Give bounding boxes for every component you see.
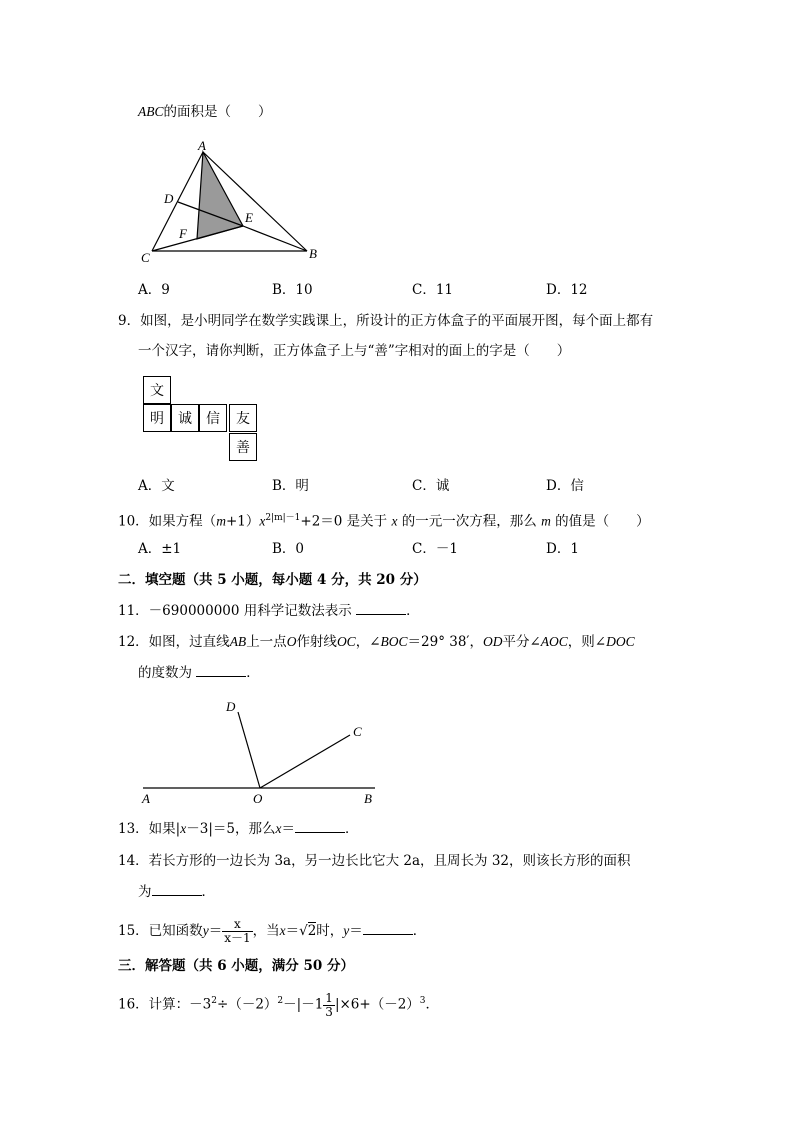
q15-denominator: x－1 [224, 931, 251, 945]
q15-p4: 时， [316, 923, 344, 939]
q12-p4: ，∠ [355, 634, 381, 650]
q11-blank [356, 602, 406, 615]
q12-stem-line2 [138, 664, 260, 682]
q12-p5: ＝29° 38′， [407, 634, 483, 650]
q13-end: ． [344, 821, 359, 837]
label-c: C [141, 250, 150, 265]
q16-denominator: 3 [325, 1004, 333, 1019]
ray-oc [260, 735, 350, 788]
q13-p2: －3|＝5，那么 [186, 821, 276, 837]
q8-stem-tail [138, 103, 272, 121]
q16-sup2: 2 [277, 996, 284, 1006]
q10-var-x2: x [391, 513, 398, 529]
q9-stem-line1: 9．如图，是小明同学在数学实践课上，所设计的正方体盒子的平面展开图，每个面上都有 [118, 313, 654, 329]
q16-p2: ÷（－2） [217, 996, 278, 1013]
cube-cell-shan: 善 [229, 433, 257, 461]
q12-blank [196, 664, 246, 677]
q13-stem [118, 820, 358, 838]
q13-var-x2: x [275, 821, 282, 836]
q12-var-o: O [286, 634, 297, 649]
q8-option-a: A．9 [138, 282, 170, 298]
cube-cell-xin: 信 [199, 404, 227, 432]
q15-blank [363, 922, 413, 935]
q14-line2: 为 [138, 884, 152, 900]
q10-option-d: D．1 [546, 541, 579, 557]
segment-eb [243, 226, 307, 251]
q10-option-b: B．0 [272, 541, 305, 557]
q8-stem-tail-text: 的面积是（ ） [163, 104, 272, 120]
q15-numerator: x [222, 918, 252, 932]
ray-od [238, 712, 260, 788]
q12-angle-figure [135, 695, 385, 810]
label-o: O [253, 791, 263, 806]
q16-p4: |×6+（－2） [334, 996, 420, 1013]
q16-sup1: 2 [211, 996, 218, 1006]
q14-stem-line1: 14．若长方形的一边长为 3a，另一边长比它大 2a，且周长为 32，则该长方形的面积 [118, 853, 631, 869]
cube-cell-ming: 明 [143, 404, 171, 432]
q8-option-b: B．10 [272, 282, 313, 298]
q10-var-m2: m [541, 513, 551, 529]
q12-p2: 上一点 [246, 634, 287, 650]
q15-var-x: x [279, 923, 286, 938]
q14-blank [152, 883, 202, 896]
q8-triangle-figure [135, 135, 335, 265]
q16-sup3: 3 [419, 996, 426, 1006]
q15-p1: 15．已知函数 [118, 923, 203, 939]
q10-mid: +2＝0 是关于 [300, 513, 388, 530]
q14-end: ． [201, 884, 215, 900]
q12-stem-line1 [118, 633, 635, 651]
q16-fraction [323, 992, 335, 1019]
q15-end: ． [412, 923, 427, 939]
label-b: B [364, 791, 372, 806]
label-c: C [353, 724, 362, 739]
q10-option-c: C．－1 [412, 541, 458, 557]
q12-var-aoc: AOC [540, 634, 568, 649]
q12-p7: ，则∠ [567, 634, 607, 650]
q8-option-c: C．11 [412, 282, 454, 298]
q10-mid2: 的一元一次方程，那么 [401, 513, 537, 530]
q10-var-x: x [259, 513, 266, 529]
q10-var-m: m [216, 513, 226, 529]
q12-line2: 的度数为 [138, 665, 192, 681]
q12-var-oc: OC [336, 634, 356, 649]
q11-stem [118, 602, 420, 620]
q15-p3: ＝ [285, 923, 300, 939]
q10-exponent: 2|m|－1 [265, 513, 301, 523]
label-a: A [198, 138, 206, 153]
cube-cell-you: 友 [229, 404, 257, 432]
q10-suffix: 的值是（ ） [555, 513, 650, 530]
q9-stem-line2: 一个汉字，请你判断，正方体盒子上与“善”字相对的面上的字是（ ） [138, 343, 571, 359]
q12-p6: 平分∠ [502, 634, 541, 650]
q13-p1: 13．如果| [118, 821, 181, 837]
q14-stem-line2 [138, 883, 215, 901]
q15-var-y: y [202, 923, 209, 938]
q9-option-b: B．明 [272, 478, 309, 494]
label-d: D [164, 191, 174, 206]
cube-cell-cheng: 诚 [171, 404, 199, 432]
label-b: B [309, 246, 317, 261]
section2-heading: 二．填空题（共 5 小题，每小题 4 分，共 20 分） [118, 572, 427, 588]
q8-var-abc: ABC [138, 104, 164, 119]
q12-var-doc: DOC [606, 634, 635, 649]
q12-var-od: OD [482, 634, 503, 649]
label-a: A [142, 791, 150, 806]
side-ac [152, 152, 203, 251]
q15-var-y2: y [343, 923, 350, 938]
shaded-triangle [197, 152, 243, 239]
q15-p2: ，当 [252, 923, 280, 939]
label-e: E [245, 210, 253, 225]
q15-sqrt-arg: 2 [307, 923, 317, 939]
q15-p5: ＝ [349, 923, 363, 939]
q13-p3: ＝ [281, 821, 295, 837]
q10-stem [118, 509, 650, 531]
q16-numerator: 1 [325, 990, 333, 1005]
label-d: D [226, 699, 236, 714]
q15-eq: ＝ [208, 923, 223, 939]
cube-cell-wen: 文 [143, 376, 171, 404]
q11-end: ． [406, 603, 420, 619]
sqrt-icon: √ [299, 923, 308, 939]
q15-stem [118, 916, 426, 946]
q16-p3: －|－1 [283, 996, 324, 1013]
q12-p1: 12．如图，过直线 [118, 634, 230, 650]
q16-stem [118, 986, 439, 1020]
q16-end: ． [425, 996, 440, 1013]
q15-fraction [222, 918, 252, 945]
section3-heading: 三．解答题（共 6 小题，满分 50 分） [118, 958, 354, 974]
q12-end: ． [246, 665, 260, 681]
q12-var-boc: BOC [380, 634, 408, 649]
q10-plus1: +1） [225, 513, 260, 530]
q11-text: 11．－690000000 用科学记数法表示 [118, 603, 352, 619]
q9-option-d: D．信 [546, 478, 584, 494]
q8-option-d: D．12 [546, 282, 588, 298]
q9-option-a: A．文 [138, 478, 175, 494]
q13-blank [295, 820, 345, 833]
q10-option-a: A．±1 [138, 541, 182, 557]
q10-prefix: 10．如果方程（ [118, 513, 217, 530]
label-f: F [179, 226, 187, 241]
q12-var-ab: AB [229, 634, 247, 649]
q16-p1: 16．计算：－3 [118, 996, 212, 1013]
q13-var-x: x [180, 821, 187, 836]
q12-p3: 作射线 [296, 634, 337, 650]
q9-option-c: C．诚 [412, 478, 450, 494]
